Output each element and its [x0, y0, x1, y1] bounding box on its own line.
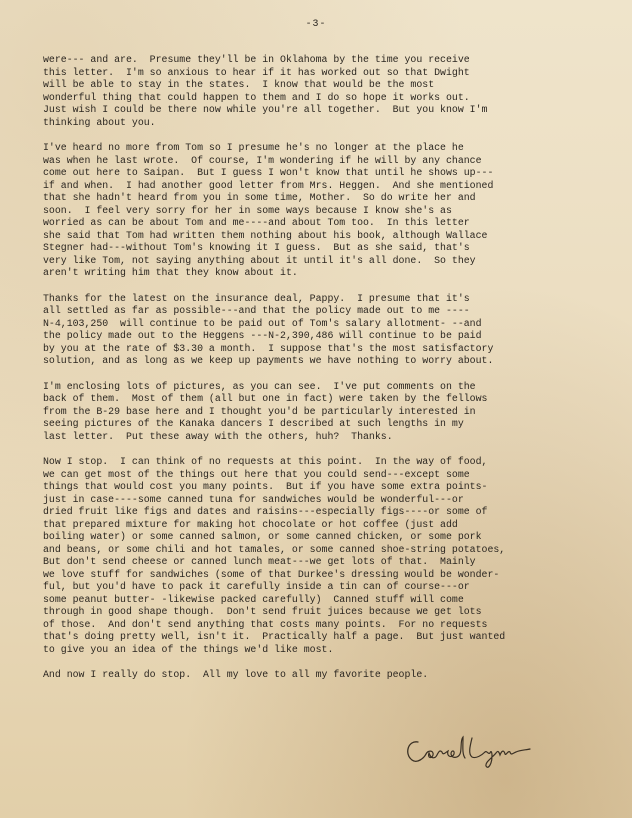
text-line: dried fruit like figs and dates and raisins---especially figs----or some of	[43, 506, 488, 517]
text-line: by you at the rate of $3.30 a month. I suppose that's the most satisfactory	[43, 342, 494, 354]
text-line: back of them. Most of them (all but one in fact) were taken by the fellows	[43, 393, 488, 404]
text-line: boiling water) or some canned salmon, or some canned chicken, or some pork	[43, 531, 482, 542]
paragraph-3	[43, 293, 613, 368]
text-line: some peanut butter- -likewise packed carefully) Canned stuff will come	[43, 593, 464, 605]
text-line: from the B-29 base here and I thought you'd be particularly interested in	[43, 405, 476, 417]
text-line: if and when. I had another good letter from Mrs. Heggen. And she mentioned	[43, 179, 494, 191]
text-line: last letter. Put these away with the others, huh? Thanks.	[43, 430, 393, 442]
text-line: Now I stop. I can think of no requests at this point. In the way of food,	[43, 456, 488, 467]
text-line: just in case----some canned tuna for sandwiches would be wonderful---or	[43, 493, 464, 505]
letter-body	[43, 54, 613, 695]
paragraph-4	[43, 381, 613, 444]
text-line: the policy made out to the Heggens ---N-2,390,486 will continue to be paid	[43, 330, 482, 341]
text-line: Stegner had---without Tom's knowing it I guess. But as she said, that's	[43, 242, 470, 253]
text-line: I'm enclosing lots of pictures, as you can see. I've put comments on the	[43, 380, 476, 392]
paragraph-2	[43, 142, 613, 280]
text-line: she said that Tom had written them nothing about his book, although Wallace	[43, 229, 488, 241]
text-line: And now I really do stop. All my love to all my favorite people.	[43, 669, 429, 680]
text-line: this letter. I'm so anxious to hear if it has worked out so that Dwight	[43, 66, 470, 78]
text-line: to give you an idea of the things we'd like most.	[43, 643, 334, 655]
text-line: all settled as far as possible---and that the policy made out to me ----	[43, 305, 470, 316]
text-line: worried as can be about Tom and me----and about Tom too. In this letter	[43, 217, 470, 228]
text-line: N-4,103,250 will continue to be paid out of Tom's salary allotment- --and	[43, 317, 482, 329]
text-line: Just wish I could be there now while you're all together. But you know I'm	[43, 104, 488, 115]
text-line: we can get most of the things out here that you could send---except some	[43, 468, 470, 480]
text-line: was when he last wrote. Of course, I'm wondering if he will by any chance	[43, 154, 482, 166]
text-line: But don't send cheese or canned lunch meat---we get lots of that. Mainly	[43, 556, 476, 567]
text-line: and beans, or some chili and hot tamales, or some canned shoe-string potatoes,	[43, 543, 506, 555]
text-line: aren't writing him that they know about it.	[43, 267, 298, 278]
text-line: that she hadn't heard from you in some time, Mother. So do write her and	[43, 192, 476, 203]
text-line: very like Tom, not saying anything about it until it's all done. So they	[43, 254, 476, 266]
text-line: I've heard no more from Tom so I presume he's no longer at the place he	[43, 142, 464, 153]
text-line: come out here to Saipan. But I guess I won't know that until he shows up---	[43, 167, 494, 178]
text-line: things that would cost you many points. But if you have some extra points-	[43, 481, 488, 492]
text-line: were--- and are. Presume they'll be in Oklahoma by the time you receive	[43, 54, 470, 65]
handwritten-signature	[400, 728, 535, 778]
text-line: Thanks for the latest on the insurance deal, Pappy. I presume that it's	[43, 292, 470, 304]
paragraph-5	[43, 456, 613, 656]
text-line: ful, but you'd have to pack it carefully inside a tin can of course---or	[43, 581, 470, 592]
text-line: seeing pictures of the Kanaka dancers I described at such lengths in my	[43, 418, 464, 429]
text-line: that prepared mixture for making hot chocolate or hot coffee (just add	[43, 518, 458, 530]
text-line: of those. And don't send anything that costs many points. For no requests	[43, 618, 488, 630]
text-line: wonderful thing that could happen to them and I do so hope it works out.	[43, 91, 470, 103]
text-line: we love stuff for sandwiches (some of that Durkee's dressing would be wonder-	[43, 568, 500, 580]
text-line: thinking about you.	[43, 116, 156, 128]
text-line: soon. I feel very sorry for her in some ways because I know she's as	[43, 204, 452, 216]
text-line: will be able to stay in the states. I know that would be the most	[43, 79, 435, 90]
text-line: solution, and as long as we keep up payments we have nothing to worry about.	[43, 355, 494, 366]
paragraph-1	[43, 54, 613, 129]
text-line: through in good shape though. Don't send fruit juices because we get lots	[43, 606, 482, 617]
page-number: -3-	[305, 18, 327, 29]
text-line: that's doing pretty well, isn't it. Practically half a page. But just wanted	[43, 631, 506, 642]
paragraph-6	[43, 669, 613, 682]
